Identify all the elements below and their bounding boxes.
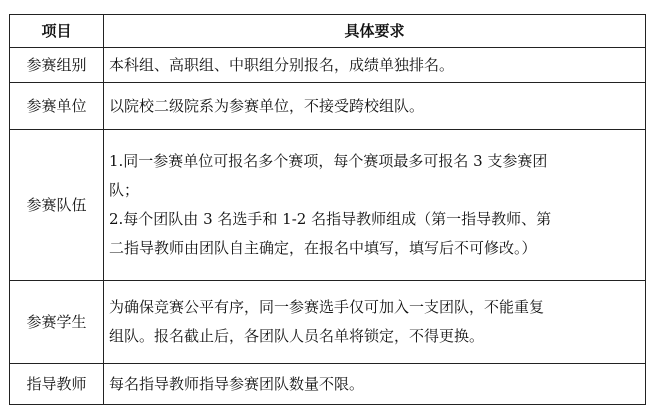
row-content-students <box>104 281 646 364</box>
row-label-group: 参赛组别 <box>10 48 104 83</box>
row-content-team <box>104 130 646 281</box>
content-line: 组队。报名截止后，各团队人员名单将锁定，不得更换。 <box>109 327 485 345</box>
content-line: 队； <box>109 181 140 199</box>
row-content-unit <box>104 83 646 130</box>
content-line: 1.同一参赛单位可报名多个赛项，每个赛项最多可报名 3 支参赛团 <box>109 152 548 170</box>
content-line: 2.每个团队由 3 名选手和 1-2 名指导教师组成（第一指导教师、第 <box>109 210 552 228</box>
requirements-document <box>9 14 645 405</box>
table-row <box>10 281 646 364</box>
content-line: 为确保竞赛公平有序，同一参赛选手仅可加入一支团队，不能重复 <box>109 298 545 316</box>
row-label-team: 参赛队伍 <box>10 130 104 281</box>
content-line: 本科组、高职组、中职组分别报名，成绩单独排名。 <box>109 55 455 74</box>
row-label-unit: 参赛单位 <box>10 83 104 130</box>
row-content-group <box>104 48 646 83</box>
content-line: 每名指导教师指导参赛团队数量不限。 <box>109 374 365 393</box>
row-label-advisors: 指导教师 <box>10 364 104 405</box>
row-content-advisors <box>104 364 646 405</box>
header-requirements: 具体要求 <box>104 15 646 48</box>
table-header-row <box>10 15 646 48</box>
content-line: 二指导教师由团队自主确定，在报名中填写，填写后不可修改。） <box>109 239 537 257</box>
requirements-table <box>9 14 646 405</box>
content-line: 以院校二级院系为参赛单位，不接受跨校组队。 <box>109 96 425 115</box>
table-row <box>10 130 646 281</box>
table-row <box>10 364 646 405</box>
row-label-students: 参赛学生 <box>10 281 104 364</box>
table-row <box>10 48 646 83</box>
header-item: 项目 <box>10 15 104 48</box>
table-row <box>10 83 646 130</box>
